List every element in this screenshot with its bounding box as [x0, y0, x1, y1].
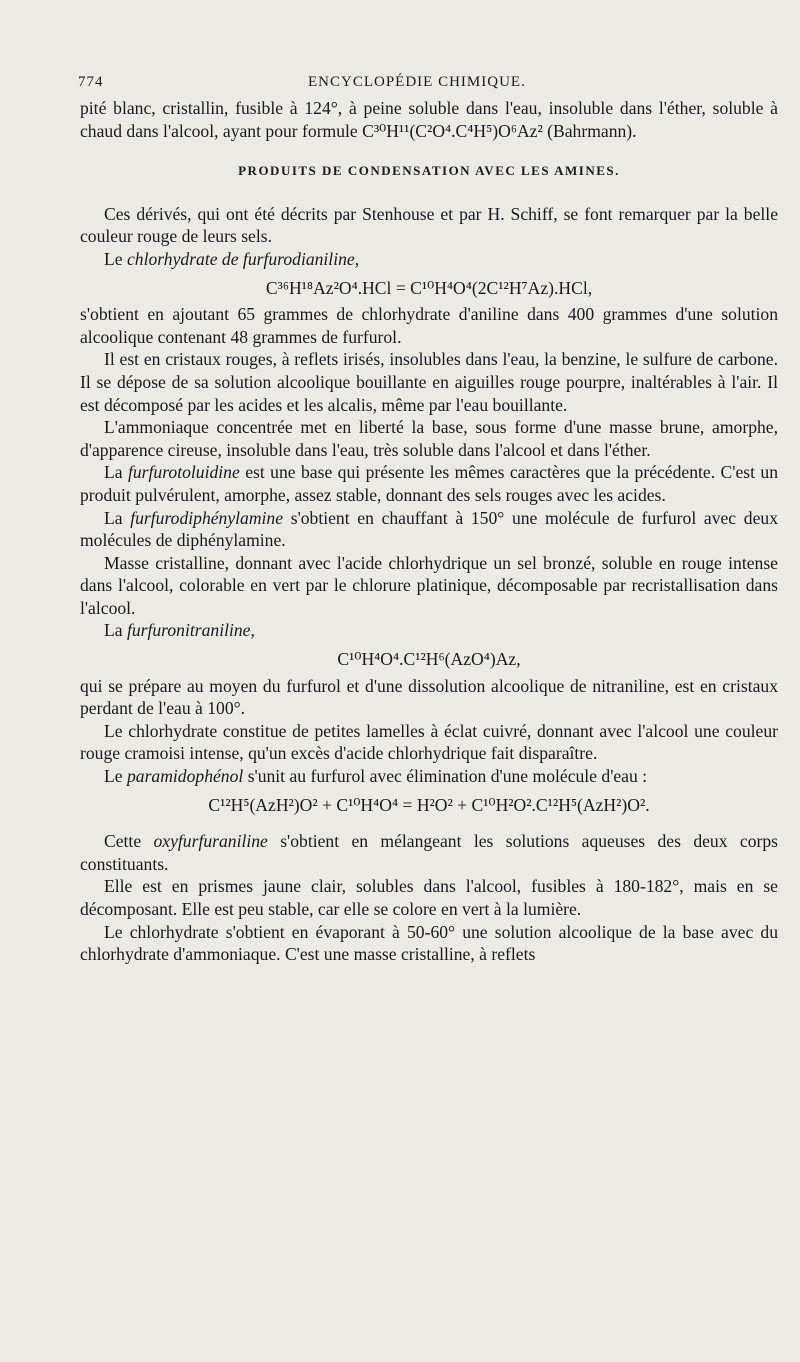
- compound-name: furfurodiphénylamine: [130, 507, 284, 528]
- formula: C¹⁰H⁴O⁴.C¹²H⁶(AzO⁴)Az,: [337, 649, 521, 670]
- formula: C¹²H⁵(AzH²)O² + C¹⁰H⁴O⁴ = H²O² + C¹⁰H²O².C¹²H⁵(AzH²)O².: [208, 794, 650, 815]
- text: est une base qui présente les mêmes caractères que la précédente. C'est un produit pulvérulent, amorphe, assez stable, donnant des sels rouges avec les acides.: [80, 462, 779, 505]
- text: La: [104, 462, 123, 483]
- text: s'obtient en chauffant à 150° une molécule de furfurol avec deux molécules de diphénylamine.: [80, 507, 778, 551]
- text: La: [104, 620, 123, 641]
- compound-name: oxyfurfuraniline: [153, 831, 268, 852]
- paragraph: Masse cristalline, donnant avec l'acide chlorhydrique un sel bronzé, soluble en rouge intense dans l'alcool, colorable en vert par le chlorure platinique, décomposable par recristallisation dans l'alcool.: [80, 552, 778, 618]
- text: Cette: [104, 831, 142, 852]
- paragraph: [80, 248, 778, 271]
- text: Le: [104, 248, 123, 269]
- paragraph: [80, 765, 778, 788]
- text: Le: [104, 766, 123, 787]
- paragraph-continuation: pité blanc, cristallin, fusible à 124°, à peine soluble dans l'eau, insoluble dans l'éther, soluble à chaud dans l'alcool, ayant pour formule C³⁰H¹¹(C²O⁴.C⁴H⁵)O⁶Az² (Bahrmann).: [80, 98, 778, 141]
- compound-name: paramidophénol: [126, 766, 244, 787]
- section-title: PRODUITS DE CONDENSATION AVEC LES AMINES.: [238, 163, 620, 179]
- running-title: ENCYCLOPÉDIE CHIMIQUE.: [308, 74, 526, 90]
- paragraph: L'ammoniaque concentrée met en liberté la base, sous forme d'une masse brune, amorphe, d'apparence cireuse, insoluble dans l'eau, très soluble dans l'alcool et dans l'éther.: [80, 417, 778, 460]
- paragraph: Elle est en prismes jaune clair, solubles dans l'alcool, fusibles à 180-182°, mais en se décomposant. Elle est peu stable, car elle se colore en vert à la lumière.: [80, 876, 778, 919]
- paragraph: [80, 461, 778, 506]
- formula: C³⁶H¹⁸Az²O⁴.HCl = C¹⁰H⁴O⁴(2C¹²H⁷Az).HCl,: [265, 277, 593, 298]
- page-number: 774: [78, 74, 104, 90]
- paragraph: Ces dérivés, qui ont été décrits par Stenhouse et par H. Schiff, se font remarquer par la belle couleur rouge de leurs sels.: [80, 203, 778, 247]
- text: La: [104, 507, 123, 528]
- text: s'unit au furfurol avec élimination d'une molécule d'eau :: [247, 766, 648, 787]
- paragraph: [80, 619, 778, 642]
- page-body: [80, 97, 778, 966]
- text: s'obtient en mélangeant les solutions aqueuses des deux corps constituants.: [80, 831, 778, 874]
- paragraph: Le chlorhydrate constitue de petites lamelles à éclat cuivré, donnant avec l'alcool une couleur rouge cramoisi intense, qu'un excès d'acide chlorhydrique fait disparaître.: [80, 720, 778, 764]
- compound-name: chlorhydrate de furfurodianiline,: [126, 248, 360, 269]
- paragraph: [80, 507, 778, 552]
- paragraph: Il est en cristaux rouges, à reflets irisés, insolubles dans l'eau, la benzine, le sulfure de carbone. Il se dépose de sa solution alcoolique bouillante en aiguilles rouge pourpre, inaltérables à l'air. Il est décomposé par les acides et les alcalis, même par l'eau bouillante.: [80, 349, 778, 415]
- paragraph: [80, 830, 778, 875]
- compound-name: furfurotoluidine: [128, 462, 240, 483]
- paragraph: qui se prépare au moyen du furfurol et d'une dissolution alcoolique de nitraniline, est en cristaux perdant de l'eau à 100°.: [80, 675, 778, 719]
- paragraph: Le chlorhydrate s'obtient en évaporant à 50-60° une solution alcoolique de la base avec du chlorhydrate d'ammoniaque. C'est une masse cristalline, à reflets: [80, 921, 778, 965]
- compound-name: furfuronitraniline,: [126, 620, 255, 641]
- paragraph: s'obtient en ajoutant 65 grammes de chlorhydrate d'aniline dans 400 grammes d'une solution alcoolique contenant 48 grammes de furfurol.: [80, 304, 778, 347]
